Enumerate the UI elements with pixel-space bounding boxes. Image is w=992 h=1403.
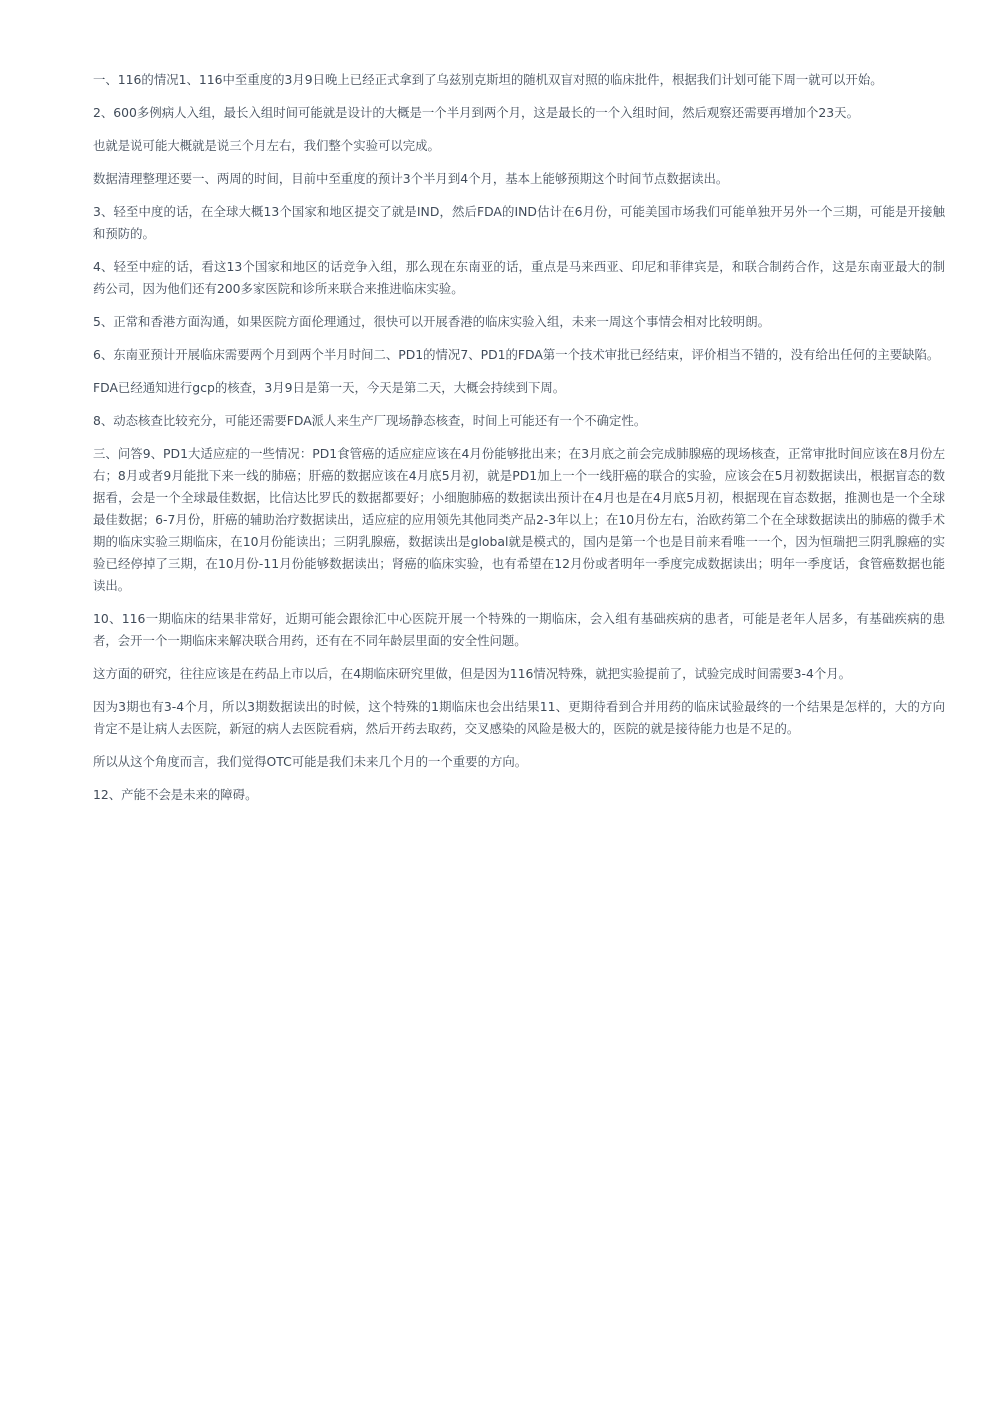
paragraph: 5、正常和香港方面沟通，如果医院方面伦理通过，很快可以开展香港的临床实验入组，未来一周这个事情会相对比较明朗。 (93, 314, 770, 329)
paragraph: 3、轻至中度的话，在全球大概13个国家和地区提交了就是IND，然后FDA的IND估计在6月份，可能美国市场我们可能单独开另外一个三期，可能是开接触和预防的。 (93, 204, 945, 241)
paragraph: 6、东南亚预计开展临床需要两个月到两个半月时间二、PD1的情况7、PD1的FDA第一个技术审批已经结束，评价相当不错的，没有给出任何的主要缺陷。 (93, 347, 940, 362)
paragraph: 4、轻至中症的话，看这13个国家和地区的话竞争入组，那么现在东南亚的话，重点是马来西亚、印尼和菲律宾是，和联合制药合作，这是东南亚最大的制药公司，因为他们还有200多家医院和诊所来联合来推进临床实验。 (93, 259, 945, 296)
paragraph: 因为3期也有3-4个月，所以3期数据读出的时候，这个特殊的1期临床也会出结果11、更期待看到合并用药的临床试验最终的一个结果是怎样的，大的方向肯定不是让病人去医院，新冠的病人去医院看病，然后开药去取药，交叉感染的风险是极大的，医院的就是接待能力也是不足的。 (93, 699, 945, 736)
paragraph: FDA已经通知进行gcp的核查，3月9日是第一天，今天是第二天，大概会持续到下周。 (93, 380, 566, 395)
paragraph: 12、产能不会是未来的障碍。 (93, 787, 258, 802)
paragraph: 这方面的研究，往往应该是在药品上市以后，在4期临床研究里做，但是因为116情况特殊，就把实验提前了，试验完成时间需要3-4个月。 (93, 666, 852, 681)
paragraph: 8、动态核查比较充分，可能还需要FDA派人来生产厂现场静态核查，时间上可能还有一个不确定性。 (93, 413, 647, 428)
document-body (93, 69, 945, 817)
paragraph: 一、116的情况1、116中至重度的3月9日晚上已经正式拿到了乌兹别克斯坦的随机双盲对照的临床批件，根据我们计划可能下周一就可以开始。 (93, 72, 883, 87)
paragraph: 2、600多例病人入组，最长入组时间可能就是设计的大概是一个半月到两个月，这是最长的一个入组时间，然后观察还需要再增加个23天。 (93, 105, 859, 120)
paragraph: 所以从这个角度而言，我们觉得OTC可能是我们未来几个月的一个重要的方向。 (93, 754, 528, 769)
paragraph: 三、问答9、PD1大适应症的一些情况：PD1食管癌的适应症应该在4月份能够批出来；在3月底之前会完成肺腺癌的现场核查，正常审批时间应该在8月份左右；8月或者9月能批下来一线的肺癌；肝癌的数据应该在4月底5月初，就是PD1加上一个一线肝癌的联合的实验，应该会在5月初数据读出，根据盲态的数据看，会是一个全球最佳数据，比信达比罗氏的数据都要好；小细胞肺癌的数据读出预计在4月也是在4月底5月初，根据现在盲态数据，推测也是一个全球最佳数据；6-7月份，肝癌的辅助治疗数据读出，适应症的应用领先其他同类产品2-3年以上；在10月份左右，治欧药第二个在全球数据读出的肺癌的微手术期的临床实验三期临床，在10月份能读出；三阴乳腺癌，数据读出是global就是模式的，国内是第一个也是目前来看唯一一个，因为恒瑞把三阴乳腺癌的实验已经停掉了三期，在10月份-11月份能够数据读出；肾癌的临床实验，也有希望在12月份或者明年一季度完成数据读出；明年一季度话，食管癌数据也能读出。 (93, 446, 945, 593)
paragraph: 数据清理整理还要一、两周的时间，目前中至重度的预计3个半月到4个月，基本上能够预期这个时间节点数据读出。 (93, 171, 729, 186)
paragraph: 10、116一期临床的结果非常好，近期可能会跟徐汇中心医院开展一个特殊的一期临床，会入组有基础疾病的患者，可能是老年人居多，有基础疾病的患者，会开一个一期临床来解决联合用药，还有在不同年龄层里面的安全性问题。 (93, 611, 945, 648)
paragraph: 也就是说可能大概就是说三个月左右，我们整个实验可以完成。 (93, 138, 440, 153)
